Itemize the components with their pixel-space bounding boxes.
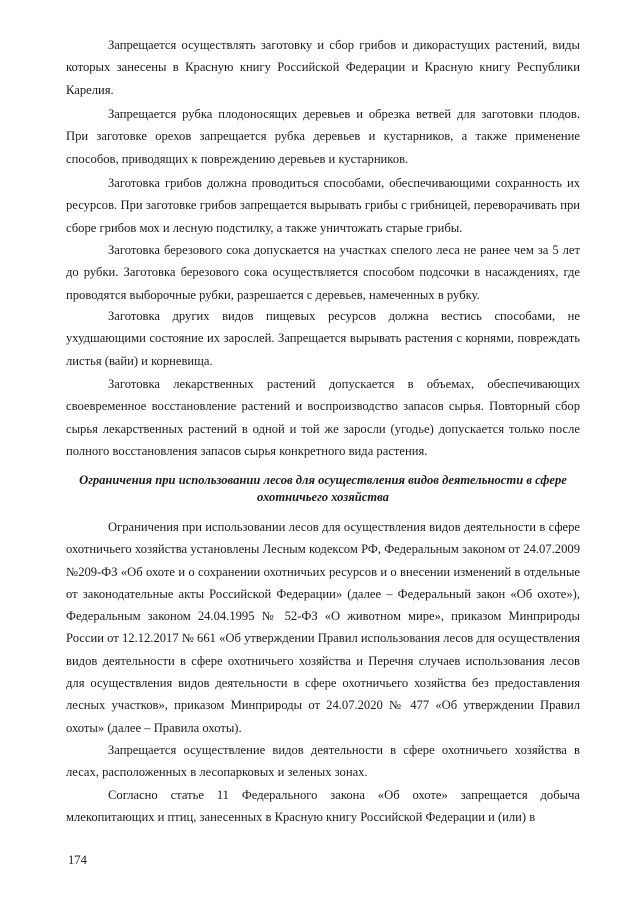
paragraph-fruit-trees: Запрещается рубка плодоносящих деревьев и обрезка ветвей для заготовки плодов. При заготовке орехов запрещается рубка деревьев и кустарников, а также применение способов, приводящих к повреждению деревьев и кустарников. bbox=[66, 107, 580, 166]
paragraph-hunting-restrictions: Ограничения при использовании лесов для осуществления видов деятельности в сфере охотничьего хозяйства установлены Лесным кодексом РФ, Федеральным законом от 24.07.2009 №209-ФЗ «Об охоте и о сохранении охотничьих ресурсов и о внесении изменений в отдельные от законодательные акты Российской Федерации» (далее – Федеральный закон «Об охоте»), Федеральным законом 24.04.1995 № 52-ФЗ «О животном мире», приказом Минприроды России от 12.12.2017 № 661 «Об утверждении Правил использования лесов для осуществления видов деятельности в сфере охотничьего хозяйства и Перечня случаев использования лесов для осуществления видов деятельности в сфере охотничьего хозяйства без предоставления лесных участков», приказом Минприроды от 24.07.2020 № 477 «Об утверждении Правил охоты» (далее – Правила охоты). bbox=[66, 520, 580, 735]
paragraph-medicinal-plants: Заготовка лекарственных растений допускается в объемах, обеспечивающих своевременное восстановление растений и воспроизводство запасов сырья. Повторный сбор сырья лекарственных растений в одной и той же заросли (угодье) допускается только после полного восстановления запасов сырья конкретного вида растения. bbox=[66, 377, 580, 458]
paragraph-article-11: Согласно статье 11 Федерального закона «Об охоте» запрещается добыча млекопитающих и птиц, занесенных в Красную книгу Российской Федерации и (или) в bbox=[66, 788, 580, 825]
paragraph-food-resources: Заготовка других видов пищевых ресурсов должна вестись способами, не ухудшающими состояние их зарослей. Запрещается вырывать растения с корнями, повреждать листья (вайи) и корневища. bbox=[66, 309, 580, 368]
page-number: 174 bbox=[68, 853, 87, 867]
paragraph-birch-sap: Заготовка березового сока допускается на участках спелого леса не ранее чем за 5 лет до рубки. Заготовка березового сока осуществляется способом подсочки в насаждениях, где проводятся выборочные рубки, разрешается с деревьев, намеченных в рубку. bbox=[66, 243, 580, 302]
paragraph-forest-park-zones: Запрещается осуществление видов деятельности в сфере охотничьего хозяйства в лесах, расположенных в лесопарковых и зеленых зонах. bbox=[66, 743, 580, 780]
paragraph-rare-species-ban: Запрещается осуществлять заготовку и сбор грибов и дикорастущих растений, виды которых занесены в Красную книгу Российской Федерации и Красную книгу Республики Карелия. bbox=[66, 38, 580, 97]
paragraph-mushrooms: Заготовка грибов должна проводиться способами, обеспечивающими сохранность их ресурсов. При заготовке грибов запрещается вырывать грибы с грибницей, переворачивать при сборе грибов мох и лесную подстилку, а также уничтожать старые грибы. bbox=[66, 176, 580, 235]
section-heading: Ограничения при использовании лесов для осуществления видов деятельности в сфере охотничьего хозяйства bbox=[79, 473, 567, 504]
